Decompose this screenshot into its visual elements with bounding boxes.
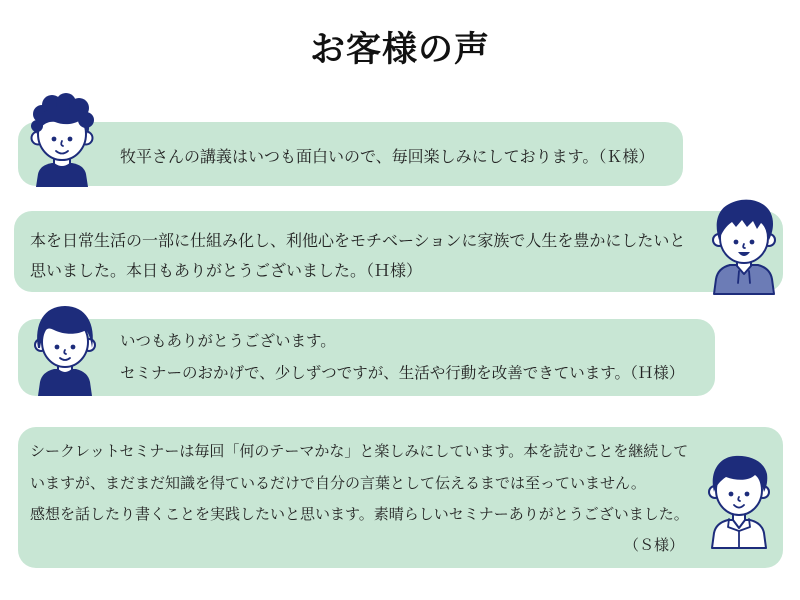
person-avatar-icon: [704, 452, 774, 547]
testimonial-text: [120, 145, 654, 169]
testimonial-text-line: 本を日常生活の一部に仕組み化し、利他心をモチベーションに家族で人生を豊かにしたいと: [30, 231, 686, 250]
testimonial-text-line: いつもありがとうございます。: [120, 332, 336, 350]
testimonial-bubble: [18, 427, 783, 568]
testimonial-text: [120, 325, 684, 389]
testimonial-text-line: セミナーのおかげで、少しずつですが、生活や行動を改善できています。（Ｈ様）: [120, 364, 685, 382]
testimonial-text-line: いますが、まだまだ知識を得ているだけで自分の言葉として伝えるまでは至っていません。: [30, 473, 646, 492]
testimonial-text-line: 感想を話したり書くことを実践したいと思います。素晴らしいセミナーありがとうございました。: [30, 505, 689, 523]
testimonial-bubble: [18, 122, 683, 186]
customer-signature: （Ｓ様）: [623, 536, 684, 554]
person-avatar-icon: [30, 302, 100, 396]
person-avatar-icon: [708, 198, 780, 293]
testimonial-text: [30, 226, 685, 286]
person-avatar-icon: [24, 94, 100, 187]
page-title: お客様の声: [309, 30, 490, 70]
testimonial-text-line: 牧平さんの講義はいつも面白いので、毎回楽しみにしております。（Ｋ様）: [120, 147, 655, 166]
testimonial-text-line: 思いました。本日もありがとうございました。（Ｈ様）: [30, 261, 423, 280]
testimonial-bubble: [18, 319, 715, 396]
testimonial-text-line: シークレットセミナーは毎回「何のテーマかな」と楽しみにしています。本を読むことを継続して: [30, 442, 689, 460]
testimonial-text: [30, 436, 689, 531]
testimonial-bubble: [14, 211, 783, 292]
